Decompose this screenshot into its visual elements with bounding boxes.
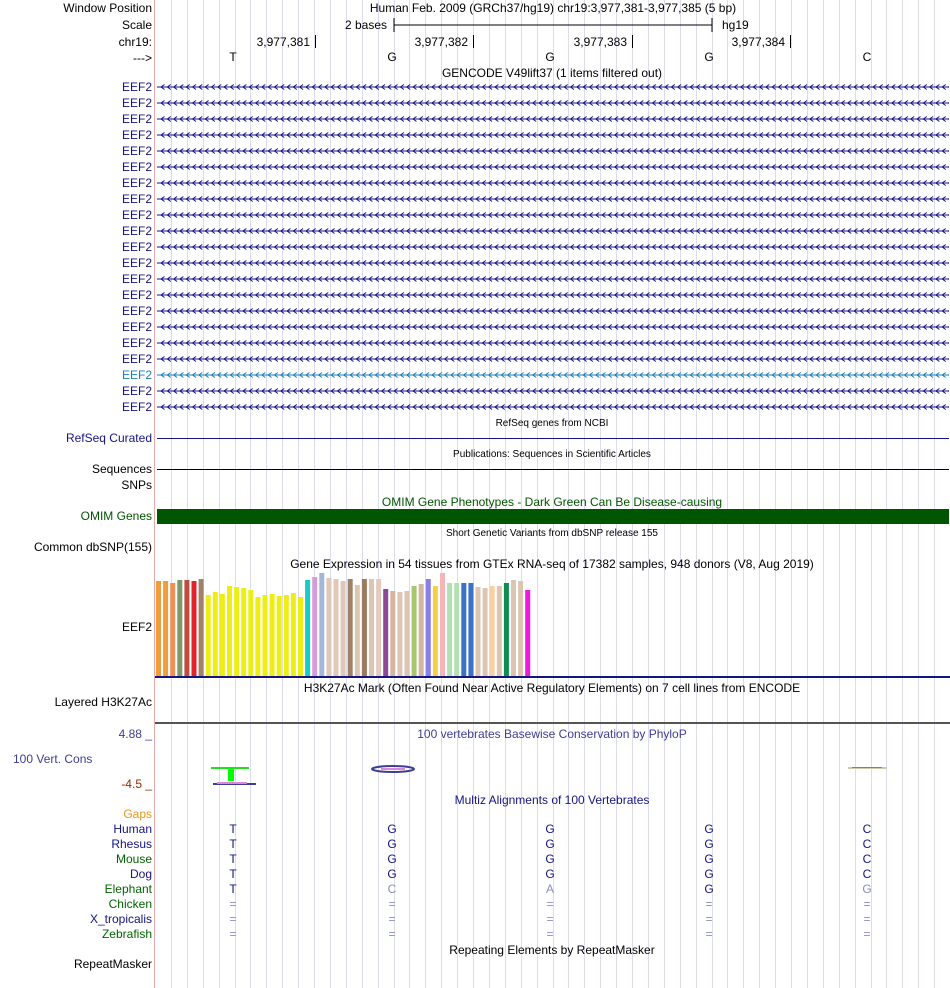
aligned-base: T (229, 852, 237, 866)
gtex-tissue-bar (312, 577, 317, 676)
phylop-track-title[interactable]: 100 vertebrates Basewise Conservation by PhyloP (417, 727, 687, 741)
dbsnp-track-title[interactable]: Short Genetic Variants from dbSNP release 155 (446, 528, 658, 539)
species-label[interactable]: Dog (129, 867, 152, 881)
coordinate-tick-label: 3,977,381 (256, 35, 310, 49)
gtex-baseline (155, 676, 950, 678)
aligned-base: C (862, 837, 872, 851)
gtex-tissue-bar (483, 588, 488, 676)
gencode-transcript[interactable] (157, 368, 949, 382)
window-position-value: Human Feb. 2009 (GRCh37/hg19) chr19:3,977,381-3,977,385 (5 bp) (369, 1, 737, 15)
gtex-tissue-bar (213, 592, 218, 676)
aligned-base: = (863, 897, 871, 911)
gencode-transcript[interactable] (157, 384, 949, 398)
aligned-base: G (387, 852, 397, 866)
gtex-tissue-bar (170, 583, 175, 676)
aligned-base: = (388, 912, 396, 926)
gtex-tissue-bar (355, 585, 360, 676)
scale-text: 2 bases (345, 18, 388, 32)
aligned-base: T (229, 822, 237, 836)
gtex-tissue-bar (184, 580, 189, 676)
gtex-tissue-bar (326, 578, 331, 676)
gtex-tissue-bar (504, 583, 509, 676)
gtex-tissue-bar (412, 586, 417, 676)
aligned-base: C (862, 822, 872, 836)
gtex-tissue-bar (405, 591, 410, 676)
gtex-tissue-bar (525, 590, 530, 676)
aligned-base: C (862, 852, 872, 866)
h3k27ac-track-title[interactable]: H3K27Ac Mark (Often Found Near Active Regulatory Elements) on 7 cell lines from ENCODE (303, 681, 801, 695)
gencode-transcript-label[interactable]: EEF2 (121, 400, 152, 414)
aligned-base: = (705, 912, 713, 926)
gencode-transcript-label[interactable]: EEF2 (121, 288, 152, 302)
gtex-tissue-bar (518, 581, 523, 676)
strand-label: ---> (133, 51, 152, 65)
phylop-label[interactable]: 100 Vert. Cons (13, 752, 93, 766)
aligned-base: G (704, 837, 714, 851)
snps-label[interactable]: SNPs (121, 478, 152, 492)
gencode-transcript-label[interactable]: EEF2 (121, 128, 152, 142)
gtex-tissue-bar (419, 584, 424, 676)
phylop-graph[interactable] (155, 762, 950, 792)
gtex-tissue-bar (234, 587, 239, 676)
coordinate-tick (632, 35, 633, 48)
gtex-tissue-bar (220, 594, 225, 676)
species-label[interactable]: X_tropicalis (89, 912, 152, 926)
gtex-tissue-bar (177, 580, 182, 676)
dbsnp-label[interactable]: Common dbSNP(155) (33, 540, 152, 554)
gencode-transcript-label[interactable]: EEF2 (121, 272, 152, 286)
aligned-base: C (387, 882, 397, 896)
phylop-min-label: -4.5 _ (121, 777, 152, 791)
assembly-name: hg19 (722, 18, 749, 32)
gencode-transcript[interactable] (157, 176, 949, 190)
gencode-transcript[interactable] (157, 224, 949, 238)
gtex-tissue-bar (362, 579, 367, 676)
species-label[interactable]: Zebrafish (101, 927, 152, 941)
omim-gene-block[interactable] (157, 509, 949, 524)
gencode-transcript[interactable] (157, 336, 949, 350)
gtex-tissue-bar (341, 581, 346, 676)
omim-label[interactable]: OMIM Genes (80, 509, 152, 523)
gencode-transcript[interactable] (157, 304, 949, 318)
coordinate-tick (790, 35, 791, 48)
gtex-bar-chart[interactable] (155, 572, 950, 680)
h3k27ac-label[interactable]: Layered H3K27Ac (54, 695, 152, 709)
label-divider (154, 0, 155, 988)
species-label[interactable]: Rhesus (111, 837, 152, 851)
gtex-track-title[interactable]: Gene Expression in 54 tissues from GTEx RNA-seq of 17382 samples, 948 donors (V8, Aug 2019) (290, 557, 814, 571)
gtex-tissue-bar (319, 573, 324, 676)
coordinate-tick (315, 35, 316, 48)
gencode-transcript-label[interactable]: EEF2 (121, 352, 152, 366)
gencode-transcript-label[interactable]: EEF2 (121, 304, 152, 318)
coordinate-tick-label: 3,977,382 (414, 35, 468, 49)
gencode-transcript-label[interactable]: EEF2 (121, 192, 152, 206)
aligned-base: G (545, 822, 555, 836)
gencode-transcript-label[interactable]: EEF2 (121, 256, 152, 270)
gtex-tissue-bar (348, 579, 353, 676)
gtex-tissue-bar (369, 579, 374, 676)
gencode-transcript[interactable] (157, 400, 949, 414)
multiz-track-title[interactable]: Multiz Alignments of 100 Vertebrates (454, 793, 650, 807)
gtex-tissue-bar (397, 592, 402, 676)
aligned-base: T (229, 867, 237, 881)
aligned-base: = (229, 897, 237, 911)
gencode-transcript[interactable] (157, 128, 949, 142)
gtex-tissue-bar (227, 586, 232, 676)
gencode-transcript[interactable] (157, 192, 949, 206)
gtex-tissue-bar (206, 595, 211, 676)
coordinate-tick (473, 35, 474, 48)
aligned-base: = (546, 912, 554, 926)
gtex-tissue-bar (447, 583, 452, 676)
gtex-tissue-bar (390, 591, 395, 676)
aligned-base: = (388, 897, 396, 911)
aligned-base: G (387, 822, 397, 836)
aligned-base: T (229, 837, 237, 851)
gencode-transcript-label[interactable]: EEF2 (121, 160, 152, 174)
aligned-base: G (387, 867, 397, 881)
gtex-tissue-bar (255, 597, 260, 676)
gencode-transcript-label[interactable]: EEF2 (121, 368, 152, 382)
gtex-tissue-bar (426, 579, 431, 676)
aligned-base: G (387, 837, 397, 851)
gtex-tissue-bar (263, 595, 268, 676)
aligned-base: T (229, 882, 237, 896)
gtex-tissue-bar (163, 581, 168, 676)
coordinate-tick-label: 3,977,383 (573, 35, 627, 49)
gencode-transcript[interactable] (157, 352, 949, 366)
scale-label: Scale (121, 18, 152, 32)
reference-base: C (862, 50, 872, 64)
gencode-transcript-label[interactable]: EEF2 (121, 176, 152, 190)
publications-track-title[interactable]: Publications: Sequences in Scientific Articles (453, 449, 651, 460)
gtex-tissue-bar (476, 587, 481, 676)
gencode-transcript[interactable] (157, 112, 949, 126)
gtex-tissue-bar (497, 586, 502, 676)
refseq-label[interactable]: RefSeq Curated (65, 431, 152, 445)
reference-base: T (229, 50, 237, 64)
aligned-base: = (388, 927, 396, 941)
aligned-base: = (546, 927, 554, 941)
gencode-transcript[interactable] (157, 240, 949, 254)
aligned-base: C (862, 867, 872, 881)
gtex-tissue-bar (241, 588, 246, 676)
gencode-transcript-label[interactable]: EEF2 (121, 112, 152, 126)
species-label[interactable]: Human (113, 822, 152, 836)
gtex-tissue-bar (156, 581, 161, 676)
gtex-tissue-bar (305, 580, 310, 676)
gencode-transcript[interactable] (157, 96, 949, 110)
gencode-transcript[interactable] (157, 288, 949, 302)
aligned-base: G (862, 882, 872, 896)
aligned-base: G (704, 852, 714, 866)
gtex-tissue-bar (192, 581, 197, 676)
aligned-base: = (705, 897, 713, 911)
gtex-tissue-bar (454, 583, 459, 676)
aligned-base: = (229, 912, 237, 926)
aligned-base: G (545, 852, 555, 866)
reference-base: G (704, 50, 714, 64)
gencode-transcript-label[interactable]: EEF2 (121, 80, 152, 94)
gencode-transcript[interactable] (157, 80, 949, 94)
aligned-base: A (545, 882, 554, 896)
refseq-gene-line[interactable] (157, 438, 949, 439)
gencode-transcript[interactable] (157, 208, 949, 222)
publications-label[interactable]: Sequences (91, 462, 152, 476)
repeatmasker-track-title[interactable]: Repeating Elements by RepeatMasker (449, 943, 655, 957)
gtex-gene-label[interactable]: EEF2 (121, 620, 152, 634)
aligned-base: G (704, 822, 714, 836)
gencode-transcript-label[interactable]: EEF2 (121, 96, 152, 110)
species-label[interactable]: Chicken (108, 897, 152, 911)
gtex-tissue-bar (383, 589, 388, 676)
gtex-tissue-bar (248, 590, 253, 676)
gtex-tissue-bar (433, 586, 438, 676)
omim-track-title[interactable]: OMIM Gene Phenotypes - Dark Green Can Be Disease-causing (381, 495, 723, 509)
gencode-transcript-label[interactable]: EEF2 (121, 320, 152, 334)
gtex-tissue-bar (270, 594, 275, 676)
gtex-tissue-bar (277, 596, 282, 676)
refseq-track-title[interactable]: RefSeq genes from NCBI (495, 418, 609, 429)
gtex-tissue-bar (376, 579, 381, 676)
coordinate-tick-label: 3,977,384 (731, 35, 785, 49)
aligned-base: G (704, 867, 714, 881)
window-position-label: Window Position (63, 1, 152, 15)
gencode-transcript-label[interactable]: EEF2 (121, 240, 152, 254)
aligned-base: = (705, 927, 713, 941)
gtex-tissue-bar (291, 593, 296, 676)
gtex-tissue-bar (298, 597, 303, 676)
gencode-transcript[interactable] (157, 144, 949, 158)
gencode-transcript-label[interactable]: EEF2 (121, 336, 152, 350)
phylop-max-label: 4.88 _ (118, 727, 152, 741)
gencode-transcript-label[interactable]: EEF2 (121, 208, 152, 222)
aligned-base: = (546, 897, 554, 911)
aligned-base: G (545, 837, 555, 851)
reference-base: G (545, 50, 555, 64)
aligned-base: G (545, 867, 555, 881)
species-label[interactable]: Mouse (115, 852, 152, 866)
gencode-transcript[interactable] (157, 160, 949, 174)
gtex-tissue-bar (334, 579, 339, 676)
repeatmasker-label[interactable]: RepeatMasker (73, 957, 152, 971)
h3k27ac-baseline (155, 722, 950, 724)
gtex-tissue-bar (440, 573, 445, 676)
species-label[interactable]: Elephant (104, 882, 152, 896)
aligned-base: G (704, 882, 714, 896)
reference-base: G (387, 50, 397, 64)
gencode-transcript[interactable] (157, 320, 949, 334)
chrom-label: chr19: (118, 35, 152, 49)
publications-line[interactable] (157, 469, 949, 470)
gencode-track-title[interactable]: GENCODE V49lift37 (1 items filtered out) (441, 66, 663, 80)
aligned-base: = (863, 912, 871, 926)
scale-bar (393, 17, 715, 33)
gaps-label[interactable]: Gaps (123, 807, 152, 821)
aligned-base: = (229, 927, 237, 941)
gtex-tissue-bar (511, 580, 516, 676)
gencode-transcript[interactable] (157, 256, 949, 270)
gtex-tissue-bar (199, 579, 204, 676)
gencode-transcript-label[interactable]: EEF2 (121, 224, 152, 238)
gtex-tissue-bar (284, 595, 289, 676)
gtex-tissue-bar (468, 583, 473, 676)
aligned-base: = (863, 927, 871, 941)
gencode-transcript-label[interactable]: EEF2 (121, 384, 152, 398)
gencode-transcript-label[interactable]: EEF2 (121, 144, 152, 158)
gtex-tissue-bar (461, 583, 466, 676)
gencode-transcript[interactable] (157, 272, 949, 286)
gtex-tissue-bar (490, 586, 495, 676)
